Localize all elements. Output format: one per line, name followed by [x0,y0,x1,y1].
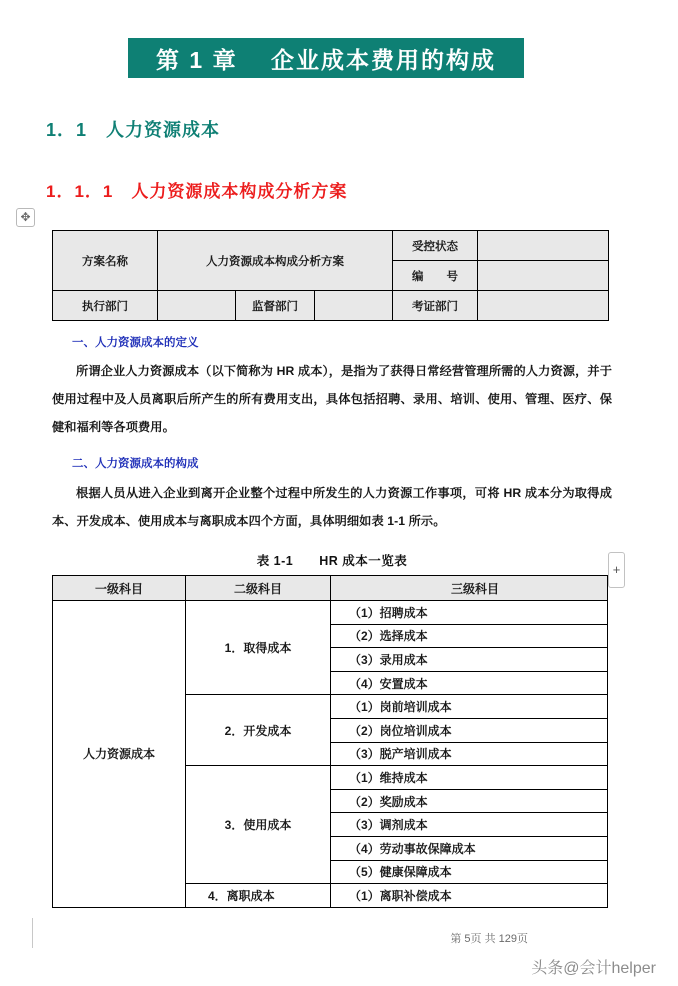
cell-value-number[interactable] [478,261,609,291]
cell-label-supervise-dept: 监督部门 [236,291,314,321]
cell-value-control-status[interactable] [478,231,609,261]
cell-level3: （5）健康保障成本 [331,860,608,884]
cell-level3: （1）岗前培训成本 [331,695,608,719]
header-level2: 二级科目 [186,576,331,601]
cell-level3: （1）离职补偿成本 [331,884,608,908]
paragraph-composition: 根据人员从进入企业到离开企业整个过程中所发生的人力资源工作事项，可将 HR 成本分为取得成本、开发成本、使用成本与离职成本四个方面，具体明细如表 1-1 所示。 [52,486,612,528]
table-header-row [53,576,608,601]
cell-level3: （1）招聘成本 [331,601,608,625]
cell-label-plan-name: 方案名称 [53,231,158,291]
table-move-handle-icon[interactable]: ✥ [16,208,35,227]
table-row [53,601,608,625]
cell-label-exec-dept: 执行部门 [53,291,158,321]
table-caption: 表 1-1 HR 成本一览表 [256,554,408,568]
section-heading-1-1: 1．1 人力资源成本 [46,120,221,140]
header-level1: 一级科目 [53,576,186,601]
cell-value-audit-dept[interactable] [478,291,609,321]
section-heading-1-1-1: 1．1．1 人力资源成本构成分析方案 [46,182,348,201]
cell-level3: （2）选择成本 [331,624,608,648]
page-boundary-marker [32,918,55,948]
page-number: 第 5页 共 129页 [450,933,528,945]
cell-level2-acquisition-cost: 1．取得成本 [186,601,331,695]
subsection-heading-composition: 二、人力资源成本的构成 [72,458,199,470]
cell-label-audit-dept: 考证部门 [393,291,478,321]
cell-label-number: 编 号 [393,261,478,291]
cell-value-plan-name[interactable]: 人力资源成本构成分析方案 [158,231,393,291]
cell-level2-separation-cost: 4．离职成本 [186,884,331,908]
plan-meta-table [52,230,609,321]
cell-level3: （4）劳动事故保障成本 [331,836,608,860]
cell-level1-human-resource-cost: 人力资源成本 [53,601,186,908]
cell-level3: （2）岗位培训成本 [331,718,608,742]
table-row [53,231,609,261]
cell-level3: （4）安置成本 [331,671,608,695]
watermark: 头条@会计helper [531,960,656,977]
header-level3: 三级科目 [331,576,608,601]
paragraph-definition: 所谓企业人力资源成本（以下简称为 HR 成本），是指为了获得日常经营管理所需的人力资源，并于使用过程中及人员离职后所产生的所有费用支出，具体包括招聘、录用、培训、使用、管理、医疗、保健和福利等各项费用。 [52,364,612,434]
cell-level3: （3）调剂成本 [331,813,608,837]
cell-level2-usage-cost: 3．使用成本 [186,766,331,884]
chapter-title-banner: 第 1 章 企业成本费用的构成 [128,38,524,78]
table-row [53,291,609,321]
table-insert-plus-icon[interactable]: + [608,552,625,588]
cell-level3: （1）维持成本 [331,766,608,790]
cell-value-exec-dept[interactable] [158,291,236,321]
cell-label-control-status: 受控状态 [393,231,478,261]
cell-level2-development-cost: 2．开发成本 [186,695,331,766]
hr-cost-table [52,575,608,908]
cell-level3: （3）录用成本 [331,648,608,672]
cell-level3: （3）脱产培训成本 [331,742,608,766]
subsection-heading-definition: 一、人力资源成本的定义 [72,337,199,349]
cell-level3: （2）奖励成本 [331,789,608,813]
cell-value-supervise-dept[interactable] [314,291,392,321]
